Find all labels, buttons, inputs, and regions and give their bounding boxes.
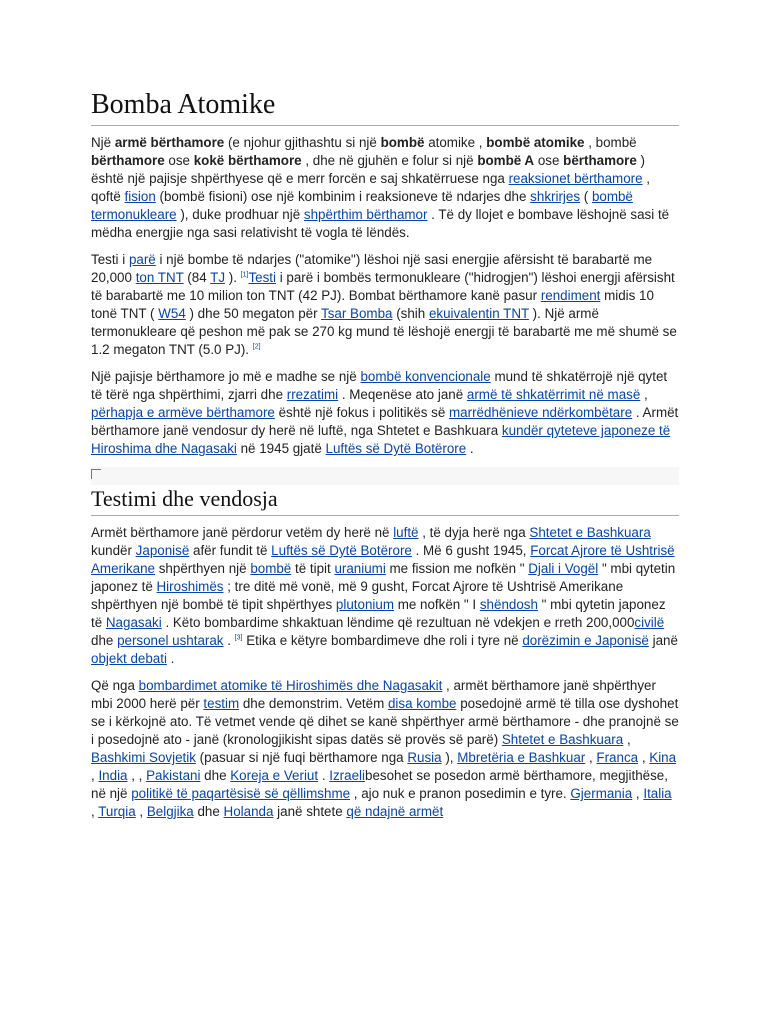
link-japonise[interactable]: Japonisë — [135, 543, 190, 558]
text: . Të dy llojet e bombave lëshojnë sasi të mëdha energjie nga sasi relativisht të vogla të lëndës. — [91, 207, 670, 240]
text: . Këto bombardime shkaktuan lëndime që rezultuan në vdekjen e rreth 200,000 — [161, 615, 635, 630]
link-shendosh[interactable]: shëndosh — [479, 597, 538, 612]
text: besohet se posedon armë bërthamore, megjithëse, në një — [91, 768, 668, 801]
text: . Armët bërthamore janë vendosur dy herë në luftë, nga Shtetet e Bashkuara — [91, 405, 679, 438]
link-ton-tnt[interactable]: ton TNT — [135, 270, 184, 285]
text: " mbi qytetin japonez të — [91, 561, 676, 594]
text: , — [632, 786, 644, 801]
text: (bombë fisioni) ose një kombinim i reaksioneve të ndarjes dhe — [155, 189, 531, 204]
text: të tipit — [291, 561, 335, 576]
text: , — [623, 732, 631, 747]
link-bombe[interactable]: bombë — [250, 561, 292, 576]
link-shperthim-berthamor[interactable]: shpërthim bërthamor — [303, 207, 428, 222]
bold-term: bërthamore — [91, 153, 165, 168]
text: . — [318, 768, 330, 783]
link-marredhenieve[interactable]: marrëdhënieve ndërkombëtare — [449, 405, 633, 420]
link-qe-ndajne-armet[interactable]: që ndajnë armët — [346, 804, 444, 819]
link-italia[interactable]: Italia — [643, 786, 672, 801]
link-bashkimi-sovjetik[interactable]: Bashkimi Sovjetik — [91, 750, 196, 765]
link-turqia[interactable]: Turqia — [98, 804, 136, 819]
text: (pasuar si një fuqi bërthamore nga — [195, 750, 408, 765]
link-shkrirjes[interactable]: shkrirjes — [530, 189, 581, 204]
text: dhe demonstrim. Vetëm — [239, 696, 388, 711]
link-testim[interactable]: testim — [203, 696, 240, 711]
footnote-ref[interactable]: [1] — [240, 271, 249, 279]
text: dhe — [91, 633, 118, 648]
link-perhapja[interactable]: përhapja e armëve bërthamore — [91, 405, 275, 420]
link-koreja-e-veriut[interactable]: Koreja e Veriut — [230, 768, 319, 783]
text: dhe — [200, 768, 231, 783]
text: kundër — [91, 543, 136, 558]
link-bombardimet-atomike[interactable]: bombardimet atomike të Hiroshimës dhe Nagasakit — [138, 678, 443, 693]
link-kina[interactable]: Kina — [649, 750, 677, 765]
text: , dhe në gjuhën e folur si një — [301, 153, 478, 168]
text: . — [466, 441, 474, 456]
link-lufta-dyte[interactable]: Luftës së Dytë Botërore — [271, 543, 412, 558]
link-reaksionet-berthamore[interactable]: reaksionet bërthamore — [508, 171, 643, 186]
article — [91, 88, 679, 821]
intro-paragraph — [91, 134, 679, 242]
text: (e njohur gjithashtu si një — [224, 135, 381, 150]
link-disa-kombe[interactable]: disa kombe — [387, 696, 457, 711]
link-gjermania[interactable]: Gjermania — [570, 786, 633, 801]
text: , ajo nuk e pranon posedimin e tyre. — [350, 786, 571, 801]
broken-image-icon[interactable] — [91, 469, 101, 479]
text: , — [638, 750, 650, 765]
link-objekt-debati[interactable]: objekt debati — [91, 651, 167, 666]
text: , — [91, 804, 99, 819]
bold-term: armë bërthamore — [114, 135, 225, 150]
bold-term: bombë atomike — [486, 135, 585, 150]
link-izraeli[interactable]: Izraeli — [329, 768, 365, 783]
image-placeholder-row — [91, 467, 679, 485]
text: . Meqenëse ato janë — [338, 387, 467, 402]
link-rusia[interactable]: Rusia — [407, 750, 442, 765]
text: ). — [225, 270, 241, 285]
text: ), — [441, 750, 458, 765]
text: , — [640, 387, 648, 402]
section-heading: Testimi dhe vendosja — [91, 485, 679, 516]
link-shtetet-e-bashkuara[interactable]: Shtetet e Bashkuara — [529, 525, 651, 540]
link-hiroshima-nagasaki[interactable]: kundër qyteteve japoneze të Hiroshima dhe Nagasaki — [91, 423, 671, 456]
text: ). Një armë termonukleare që peshon më pak se 270 kg mund të lëshojë energji të barabartë me më shumë se 1.2 megaton TNT (5.0 PJ). — [91, 306, 677, 357]
text: . — [166, 651, 175, 666]
text: janë shtete — [273, 804, 347, 819]
text: Armët bërthamore janë përdorur vetëm dy herë në — [91, 525, 394, 540]
link-bombe-termonukleare[interactable]: bombë termonukleare — [91, 189, 633, 222]
link-pakistani[interactable]: Pakistani — [146, 768, 201, 783]
yield-paragraph — [91, 251, 679, 359]
link-hiroshimes[interactable]: Hiroshimës — [156, 579, 224, 594]
text: ) është një pajisje shpërthyese që e merr forcën e saj shkatërruese nga — [91, 153, 645, 186]
link-bombe-konvencionale[interactable]: bombë konvencionale — [360, 369, 491, 384]
text: , të dyja herë nga — [418, 525, 530, 540]
text: me nofkën " I — [393, 597, 480, 612]
text: . Më 6 gusht 1945, — [411, 543, 531, 558]
text: me fission me nofkën " — [385, 561, 529, 576]
text: , — [585, 750, 597, 765]
link-belgjika[interactable]: Belgjika — [146, 804, 194, 819]
link-rendiment[interactable]: rendiment — [540, 288, 601, 303]
text: shpërthyen një — [155, 561, 251, 576]
text: Testi i — [91, 252, 129, 267]
link-lufta-dyte[interactable]: Luftës së Dytë Botërore — [325, 441, 467, 456]
link-pare[interactable]: parë — [128, 252, 156, 267]
usage-paragraph — [91, 524, 679, 668]
footnote-ref[interactable]: [2] — [252, 343, 261, 351]
link-fision[interactable]: fision — [124, 189, 156, 204]
link-forcat-ajrore[interactable]: Forcat Ajrore të Ushtrisë Amerikane — [91, 543, 675, 576]
text: ( — [580, 189, 592, 204]
states-paragraph — [91, 677, 679, 821]
bold-term: kokë bërthamore — [193, 153, 302, 168]
link-djali-i-vogel[interactable]: Djali i Vogël — [528, 561, 599, 576]
text: Një pajisje bërthamore jo më e madhe se një — [91, 369, 361, 384]
bold-term: bombë — [380, 135, 425, 150]
page-title: Bomba Atomike — [91, 88, 679, 126]
text: dhe — [193, 804, 224, 819]
text: Etika e këtyre bombardimeve dhe roli i tyre në — [242, 633, 523, 648]
link-rrezatimi[interactable]: rrezatimi — [286, 387, 339, 402]
link-tsar-bomba[interactable]: Tsar Bomba — [321, 306, 393, 321]
bold-term: bërthamore — [563, 153, 637, 168]
link-india[interactable]: India — [98, 768, 128, 783]
link-personel-ushtarak[interactable]: personel ushtarak — [117, 633, 224, 648]
link-tj[interactable]: TJ — [210, 270, 226, 285]
text: ), duke prodhuar një — [176, 207, 304, 222]
link-uraniumi[interactable]: uraniumi — [334, 561, 386, 576]
link-testi[interactable]: Testi — [248, 270, 276, 285]
link-holanda[interactable]: Holanda — [223, 804, 274, 819]
text: , — [91, 768, 99, 783]
text: " mbi qytetin japonez të — [91, 597, 666, 630]
text: . — [223, 633, 235, 648]
destruction-paragraph — [91, 368, 679, 458]
text: atomike , — [424, 135, 487, 150]
text: në 1945 gjatë — [236, 441, 326, 456]
link-mbreteria-e-bashkuar[interactable]: Mbretëria e Bashkuar — [457, 750, 586, 765]
text: (shih — [392, 306, 429, 321]
link-nagasaki[interactable]: Nagasaki — [105, 615, 162, 630]
text: Një — [91, 135, 115, 150]
link-w54[interactable]: W54 — [158, 306, 186, 321]
link-franca[interactable]: Franca — [596, 750, 639, 765]
text: posedojnë armë të tilla ose dyshohet se i kërkojnë ato. Të vetmet vende që dihet se kanë shpërthyer armë bërthamore - dhe pranojnë se i posedojnë ato - janë (kronologjikisht sipas datës së provës së parë) — [91, 696, 679, 747]
text: midis 10 tonë TNT ( — [91, 288, 654, 321]
link-plutonium[interactable]: plutonium — [335, 597, 394, 612]
link-ekuivalentin-tnt[interactable]: ekuivalentin TNT — [428, 306, 529, 321]
text: është një fokus i politikës së — [274, 405, 450, 420]
text: ) dhe 50 megaton për — [185, 306, 322, 321]
text: i një bombe të ndarjes ("atomike") lëshoi një sasi energjie afërsisht të barabartë me 20,000 — [91, 252, 653, 285]
bold-term: bombë A — [477, 153, 535, 168]
text: , bombë — [584, 135, 637, 150]
text: , — [135, 804, 147, 819]
link-politike-paqartesise[interactable]: politikë të paqartësisë së qëllimshme — [131, 786, 351, 801]
text: ose — [534, 153, 564, 168]
text: ose — [164, 153, 194, 168]
text: (84 — [183, 270, 211, 285]
link-civile[interactable]: civilë — [634, 615, 665, 630]
text: Që nga — [91, 678, 139, 693]
link-shtetet-e-bashkuara[interactable]: Shtetet e Bashkuara — [501, 732, 624, 747]
text: ; tre ditë më vonë, më 9 gusht, Forcat Ajrore të Ushtrisë Amerikane shpërthyen një bombë të tipit shpërthyes — [91, 579, 624, 612]
text: , qoftë — [91, 171, 651, 204]
text: afër fundit të — [189, 543, 272, 558]
text: i parë i bombës termonukleare ("hidrogjen") lëshoi energji afërsisht të barabartë me 10 milion ton TNT (42 PJ). Bombat bërthamore kanë pasur — [91, 270, 675, 303]
link-dorezimin[interactable]: dorëzimin e Japonisë — [522, 633, 649, 648]
link-lufte[interactable]: luftë — [393, 525, 419, 540]
text: , armët bërthamore janë shpërthyer mbi 2000 herë për — [91, 678, 656, 711]
text: , , — [127, 768, 147, 783]
text: mund të shkatërrojë një qytet të tërë nga shpërthimi, zjarri dhe — [91, 369, 668, 402]
text: janë — [648, 633, 678, 648]
footnote-ref[interactable]: [3] — [234, 634, 243, 642]
link-arme-te-shkaterrimit[interactable]: armë të shkatërrimit në masë — [466, 387, 641, 402]
